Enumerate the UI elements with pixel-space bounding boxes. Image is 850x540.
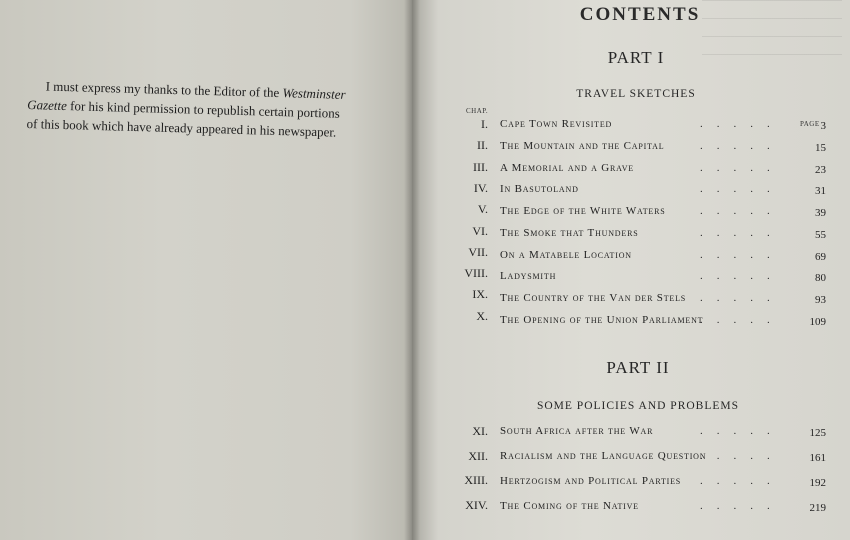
part-2-title: PART II: [606, 358, 670, 377]
chapter-page-number: 109: [809, 315, 826, 328]
chapter-number: XII.: [468, 448, 488, 463]
part-1-title: PART I: [607, 48, 665, 67]
chapter-page-number: 125: [809, 427, 826, 439]
chapter-page-number: 219: [809, 501, 826, 514]
leader-dots: .....: [700, 183, 784, 196]
chapter-title[interactable]: The Mountain and the Capital: [500, 139, 665, 152]
chapter-number: II.: [477, 138, 488, 153]
chapter-page-number: 69: [815, 250, 826, 263]
leader-dots: .....: [700, 474, 784, 487]
chapter-number: VIII.: [464, 266, 488, 281]
chap-column-label: CHAP.: [466, 107, 489, 115]
leader-dots: .....: [700, 292, 784, 304]
ack-italic-gazette: Gazette: [26, 96, 68, 114]
ack-italic-westminster: Westminster: [282, 85, 346, 102]
chapter-number: X.: [476, 308, 488, 323]
chapter-number: VI.: [472, 223, 488, 238]
ack-text-b: for his kind permission to republish certain portions: [66, 98, 340, 121]
part-2-subtitle: SOME POLICIES AND PROBLEMS: [536, 400, 740, 412]
chapter-number: XIV.: [465, 497, 488, 512]
leader-dots: .....: [700, 161, 784, 174]
chapter-number: XIII.: [464, 473, 488, 487]
chapter-number: IX.: [472, 287, 488, 302]
chapter-page-number: 31: [815, 185, 826, 198]
chapter-number: III.: [473, 159, 488, 174]
chapter-title[interactable]: The Edge of the White Waters: [500, 205, 666, 217]
chapter-title[interactable]: The Coming of the Native: [500, 499, 639, 512]
part-1-subtitle: TRAVEL SKETCHES: [576, 88, 696, 100]
chapter-page-number: 192: [809, 476, 826, 489]
chapter-number: I.: [481, 117, 488, 131]
chapter-page-number: 55: [815, 228, 826, 241]
contents-heading: CONTENTS: [579, 4, 701, 25]
leader-dots: .....: [700, 248, 784, 261]
chapter-title[interactable]: South Africa after the War: [500, 425, 654, 437]
leader-dots: .....: [700, 270, 784, 283]
chapter-number: IV.: [473, 180, 488, 195]
chapter-number: V.: [477, 202, 488, 217]
chapter-number: VII.: [468, 244, 488, 259]
chapter-page-number: 15: [815, 141, 826, 154]
leader-dots: .....: [700, 139, 784, 152]
leader-dots: .....: [700, 205, 784, 217]
chapter-page-number: 161: [809, 451, 826, 464]
leader-dots: .....: [700, 499, 784, 512]
chapter-page-number: 80: [815, 272, 826, 285]
chapter-title[interactable]: The Opening of the Union Parliament: [500, 313, 704, 326]
chapter-title[interactable]: Racialism and the Language Question: [500, 449, 707, 462]
leader-dots: .....: [700, 118, 784, 130]
chapter-page-number: 39: [815, 207, 826, 219]
bleed-through: [702, 0, 842, 72]
ack-text-a: I must express my thanks to the Editor of the: [45, 78, 283, 101]
leader-dots: .....: [700, 313, 784, 326]
chapter-page-number: 93: [815, 294, 826, 306]
chapter-page-number: 23: [815, 163, 826, 176]
leader-dots: .....: [700, 425, 784, 437]
chapter-title[interactable]: The Country of the Van der Stels: [500, 292, 687, 304]
acknowledgment-paragraph: [26, 76, 377, 143]
leader-dots: .....: [700, 226, 784, 239]
left-page: [0, 0, 412, 540]
book-gutter: [404, 0, 420, 540]
chapter-title[interactable]: The Smoke that Thunders: [500, 226, 639, 239]
chapter-title[interactable]: On a Matabele Location: [500, 248, 632, 261]
leader-dots: .....: [700, 449, 784, 462]
chapter-title[interactable]: A Memorial and a Grave: [500, 161, 634, 174]
chapter-title[interactable]: Hertzogism and Political Parties: [500, 474, 682, 487]
chapter-number: XI.: [472, 424, 488, 438]
chapter-title[interactable]: In Basutoland: [500, 183, 579, 196]
chapter-title[interactable]: Cape Town Revisited: [500, 118, 613, 130]
chapter-title[interactable]: Ladysmith: [500, 270, 557, 283]
acknowledgment-line-3: of this book which have already appeared in his newspaper.: [26, 115, 337, 140]
chapter-page-number: 3: [820, 120, 826, 132]
page-column-label: PAGE: [800, 120, 820, 128]
